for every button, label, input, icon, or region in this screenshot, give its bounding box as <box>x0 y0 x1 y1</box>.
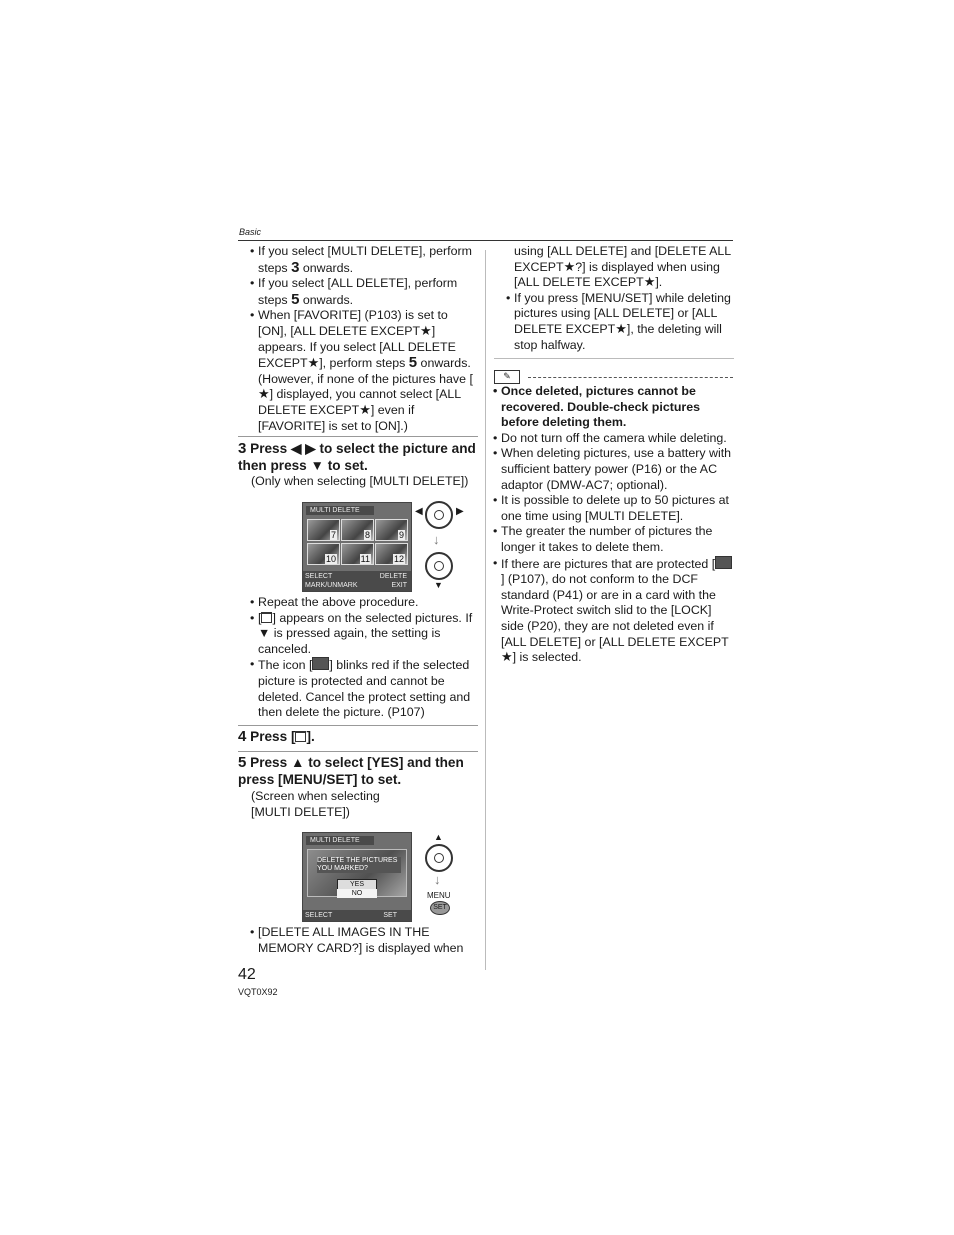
down-arrow-icon: ▼ <box>310 458 324 473</box>
screen-title: MULTI DELETE <box>306 836 374 845</box>
dial-icon <box>425 501 453 529</box>
protect-icon <box>715 556 732 569</box>
confirm-question: DELETE THE PICTURES YOU MARKED? <box>317 857 401 873</box>
step-5-note: (Screen when selecting [MULTI DELETE]) <box>251 789 380 819</box>
bullet-favorite: • When [FAVORITE] (P103) is set to [ON], [ALL DELETE EXCEPT★] appears. If you select [ALL DELETE EXCEPT★], perform steps 5 onwards. (However, if none of the pictures have [★] displayed, you cannot select [ALL DELETE EXCEPT★] even if [FAVORITE] is set to [ON].) <box>250 308 478 434</box>
note-icon: ✎ <box>494 370 520 384</box>
star-icon: ★ <box>359 401 371 417</box>
screen-title: MULTI DELETE <box>306 506 374 515</box>
controller-diagram-2 <box>422 832 462 922</box>
section-label: Basic <box>239 227 262 237</box>
thumbnail: 9 <box>375 519 408 541</box>
trash-icon <box>295 731 306 742</box>
left-arrow-icon: ◀ <box>415 506 423 517</box>
thumbnail: 7 <box>307 519 340 541</box>
note-protected: • If there are pictures that are protected [] (P107), do not conform to the DCF standard (P41) or are in a card with the Write-Protect switch slid to the [LOCK] side (P20), they are not deleted even if [ALL DELETE] or [ALL DELETE EXCEPT★] is selected. <box>493 556 734 666</box>
right-arrow-icon: ▶ <box>456 506 464 517</box>
confirm-screen <box>302 832 412 922</box>
up-arrow-icon: ▲ <box>434 832 443 842</box>
thumbnail: 11 <box>341 543 374 565</box>
divider <box>494 358 734 359</box>
divider <box>238 751 478 752</box>
column-divider <box>485 250 486 970</box>
bullet-protect-blinks: • The icon [ ] blinks red if the selected picture is protected and cannot be deleted. Cancel the protect setting and then delete the picture. (P107) <box>250 657 478 720</box>
last-bullet-left <box>250 925 478 956</box>
page-number: 42 <box>238 966 256 983</box>
screen-footer <box>303 910 411 921</box>
divider <box>238 436 478 437</box>
notes <box>493 384 734 666</box>
dial-icon <box>425 844 453 872</box>
star-icon: ★ <box>420 322 432 338</box>
left-intro <box>250 244 478 434</box>
controller-diagram <box>415 500 465 592</box>
star-icon: ★ <box>258 386 270 402</box>
document-code: VQT0X92 <box>238 987 278 997</box>
star-icon: ★ <box>615 320 627 336</box>
star-icon: ★ <box>563 258 576 274</box>
bullet-all-delete: • If you select [ALL DELETE], perform steps 5 onwards. <box>250 276 478 308</box>
bullet-multi-delete: • If you select [MULTI DELETE], perform steps 3 onwards. <box>250 244 478 276</box>
bullet-menuset: • If you press [MENU/SET] while deleting pictures using [ALL DELETE] or [ALL DELETE EXCEPT★], the deleting will stop halfway. <box>506 291 734 353</box>
thumbnail: 8 <box>341 519 374 541</box>
star-icon: ★ <box>501 649 513 665</box>
right-continuation <box>506 244 734 353</box>
step-3-note: (Only when selecting [MULTI DELETE]) <box>251 474 469 488</box>
step-5: 5 Press ▲ to select [YES] and then press [MENU/SET] to set. <box>238 754 464 787</box>
multi-delete-screen <box>302 502 412 592</box>
select-hint: SELECT <box>305 912 333 919</box>
note-item: • It is possible to delete up to 50 pictures at one time using [MULTI DELETE]. <box>493 493 734 524</box>
left-arrow-icon: ◀ <box>290 441 302 456</box>
flow-arrow-icon: ↓ <box>434 872 441 887</box>
yes-option[interactable]: YES <box>337 879 377 890</box>
protect-icon <box>312 657 329 670</box>
star-icon: ★ <box>307 355 320 371</box>
star-icon: ★ <box>643 274 656 290</box>
no-option[interactable]: NO <box>337 889 377 898</box>
thumbnail: 10 <box>307 543 340 565</box>
menu-set-button-icon: SET <box>430 901 450 915</box>
step-3-bullets <box>250 595 478 721</box>
menu-label: MENU <box>427 891 451 900</box>
note-item: • When deleting pictures, use a battery with sufficient battery power (P16) or the AC adaptor (DMW-AC7; optional). <box>493 446 734 493</box>
bullet-trash-appears: • [ ] appears on the selected pictures. If ▼ is pressed again, the setting is canceled. <box>250 611 478 658</box>
note-item: • The greater the number of pictures the longer it takes to delete them. <box>493 524 734 555</box>
dial-icon <box>425 552 453 580</box>
header-rule <box>238 240 733 241</box>
note-item: • Do not turn off the camera while deleting. <box>493 431 734 447</box>
trash-icon <box>261 612 272 623</box>
mark-hint: MARK/UNMARK <box>305 582 358 589</box>
down-arrow-icon: ▼ <box>434 580 443 590</box>
flow-arrow-icon: ↓ <box>433 532 440 547</box>
select-hint: SELECT <box>305 573 333 580</box>
delete-hint: DELETE <box>379 573 407 580</box>
note-bold: • Once deleted, pictures cannot be recovered. Double-check pictures before deleting them. <box>493 384 734 431</box>
bullet-repeat: • Repeat the above procedure. <box>250 595 478 611</box>
thumbnail: 12 <box>375 543 408 565</box>
up-arrow-icon: ▲ <box>290 755 305 770</box>
step-3: 3 Press ◀ ▶ to select the picture and then press ▼ to set. <box>238 440 476 473</box>
dashed-line <box>528 377 733 378</box>
bullet-delete-all-msg: • [DELETE ALL IMAGES IN THE MEMORY CARD?] is displayed when <box>250 925 478 956</box>
exit-hint: EXIT <box>391 582 407 589</box>
screen-footer <box>303 571 411 591</box>
right-arrow-icon: ▶ <box>305 441 316 456</box>
set-hint: SET <box>383 912 397 919</box>
continued-text: using [ALL DELETE] and [DELETE ALL EXCEPT★?] is displayed when using [ALL DELETE EXCEPT★]. <box>514 244 731 290</box>
divider <box>238 725 478 726</box>
step-4: 4 Press [ ]. <box>238 728 315 745</box>
